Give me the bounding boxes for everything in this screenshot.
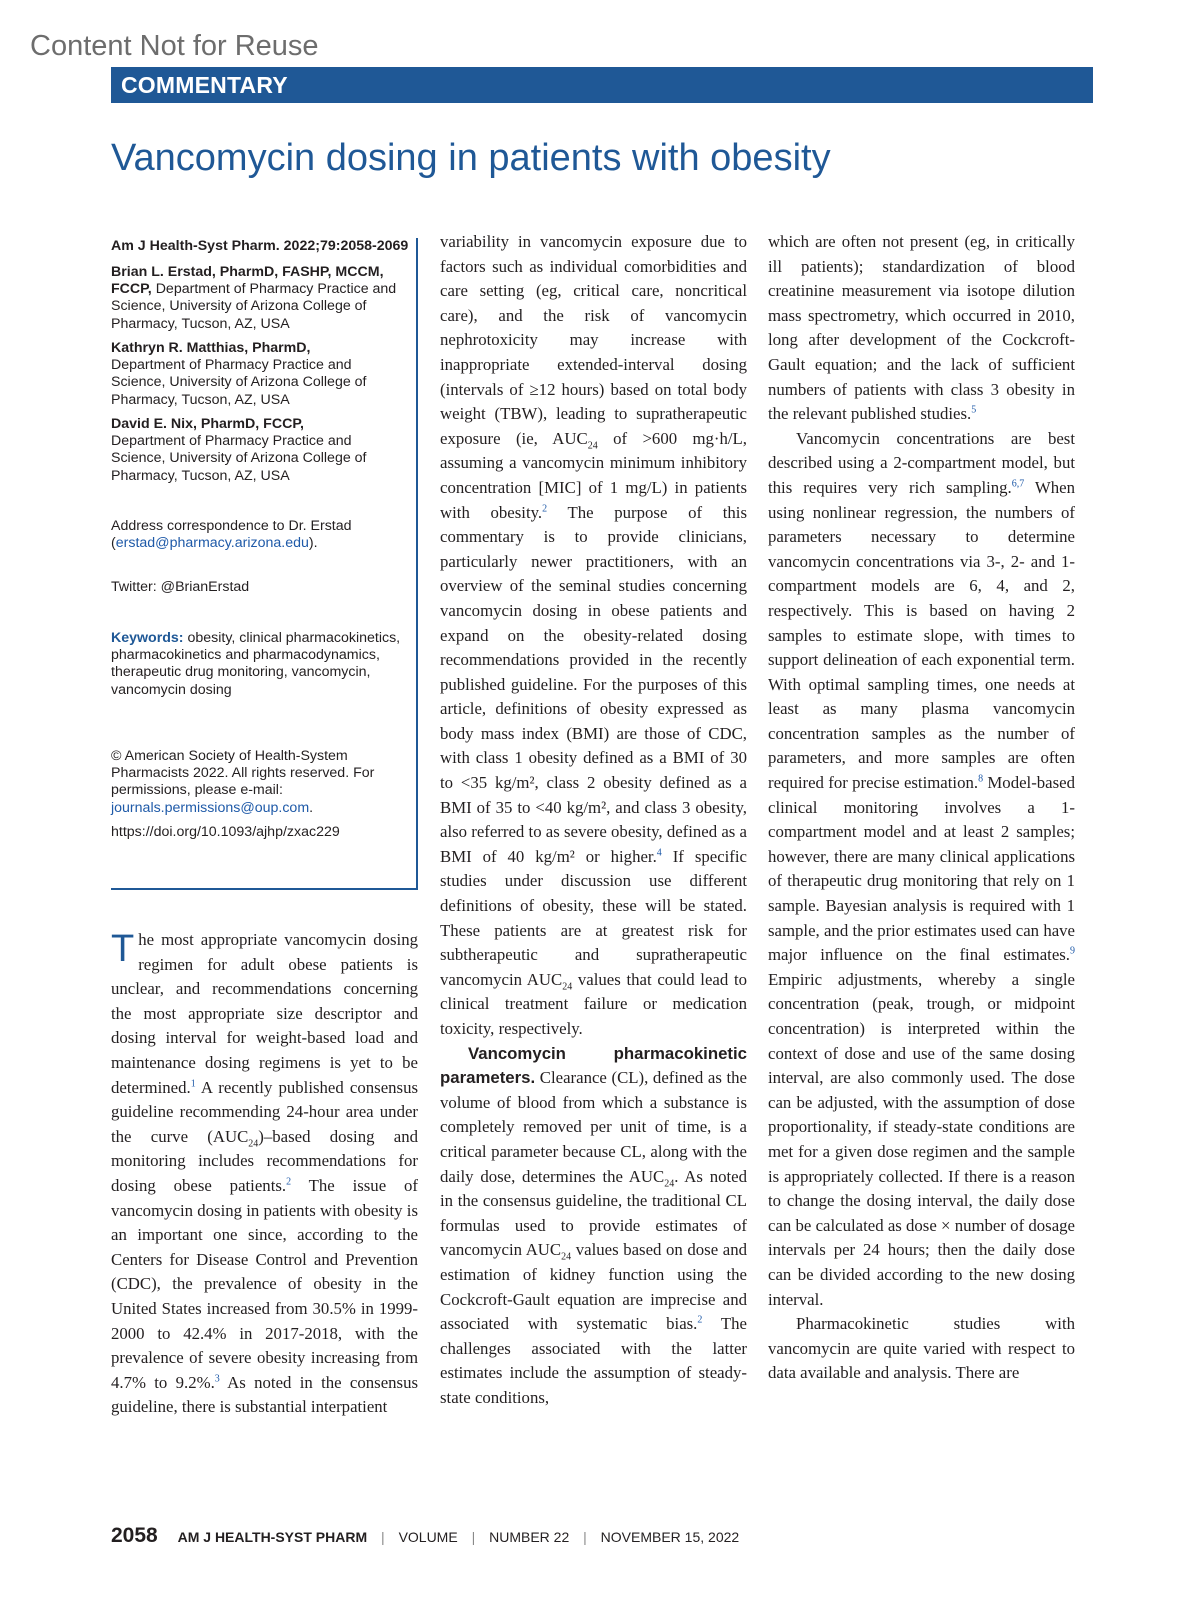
- section-heading: Vancomycin pharmacokinetic parameters.: [440, 1043, 747, 1088]
- author-block: [111, 264, 409, 333]
- body-text: )–based dosing and monitoring includes recommendations for dosing obese patients.: [111, 1126, 418, 1195]
- subscript: 24: [562, 981, 573, 993]
- body-text: values that could lead to clinical treatment failure or medication toxicity, respectively.: [440, 969, 748, 1038]
- reference-link[interactable]: 1: [190, 1077, 196, 1089]
- subscript: 24: [664, 1177, 675, 1189]
- body-text: When using nonlinear regression, the numbers of parameters necessary to determine vancomycin concentrations via 3-, 2- and 1-compartment models are 6, 4, and 2, respectively. This is based on having 2 samples to estimate slope, with times to support delineation of each exponential term. With optimal sampling times, one needs at least as many plasma vancomycin concentration samples as the number of parameters, and more samples are often required for precise estimation.: [768, 477, 1075, 793]
- body-text: values based on dose and estimation of kidney function using the Cockcroft-Gault equation are imprecise and associated with systematic bias.: [440, 1240, 747, 1334]
- body-column-2: [440, 230, 747, 1411]
- reference-link[interactable]: 8: [978, 773, 984, 785]
- citation: Am J Health-Syst Pharm. 2022;79:2058-2069: [111, 238, 409, 254]
- body-column-1: [111, 928, 418, 1420]
- body-text: variability in vancomycin exposure due to factors such as individual comorbidities and care setting (eg, critical care, noncritical care), and the risk of vancomycin nephrotoxicity may increase with inappropriate extended-interval dosing (intervals of ≥12 hours) based on total body weight (TBW), leading to supratherapeutic exposure (ie, AUC: [440, 232, 747, 448]
- drop-cap: T: [111, 928, 135, 970]
- body-text: Clearance (CL), defined as the volume of blood from which a substance is completely removed per unit of time, is a critical parameter because CL, along with the daily dose, determines the AUC: [440, 1068, 747, 1186]
- footer-separator: |: [471, 1529, 476, 1545]
- body-paragraph: [440, 1042, 747, 1411]
- body-paragraph: [440, 230, 747, 1042]
- correspondence: [111, 518, 409, 552]
- author-name: Brian L. Erstad, PharmD, FASHP, MCCM, FCCP,: [111, 264, 384, 298]
- subscript: 24: [561, 1251, 572, 1263]
- issue-date: NOVEMBER 15, 2022: [600, 1529, 740, 1545]
- permissions-text-end: .: [309, 799, 314, 816]
- doi-link[interactable]: https://doi.org/10.1093/ajhp/zxac229: [111, 824, 340, 840]
- author-affiliation: Department of Pharmacy Practice and Science, University of Arizona College of Pharmacy, Tucson, AZ, USA: [111, 281, 397, 332]
- twitter-handle: Twitter: @BrianErstad: [111, 579, 250, 595]
- body-text: As noted in the consensus guideline, there is substantial interpatient: [111, 1372, 418, 1417]
- author-block: [111, 416, 409, 485]
- article-title: Vancomycin dosing in patients with obesity: [111, 137, 831, 179]
- permissions-text: For permissions, please e-mail:: [111, 765, 375, 799]
- reference-link[interactable]: 4: [656, 847, 662, 859]
- subscript: 24: [587, 440, 598, 452]
- page-number: 2058: [111, 1524, 158, 1547]
- body-text: Vancomycin concentrations are best described using a 2-compartment model, but this requires very rich sampling.: [768, 428, 1075, 497]
- body-text: A recently published consensus guideline recommending 24-hour area under the curve (AUC: [111, 1077, 418, 1146]
- body-text: If specific studies under discussion use different definitions of obesity, these will be stated. These patients are at greatest risk for subtherapeutic and supratherapeutic vancomycin AUC: [440, 846, 748, 989]
- correspondence-text: Address correspondence to Dr. Erstad (: [111, 518, 352, 552]
- correspondence-email-link[interactable]: erstad@pharmacy.arizona.edu: [115, 535, 309, 552]
- body-text: which are often not present (eg, in critically ill patients); standardization of blood creatinine measurement via isotope dilution mass spectrometry, which occurred in 2010, long after development of the Cockcroft-Gault equation; and the lack of sufficient numbers of patients with class 3 obesity in the relevant published studies.: [768, 232, 1075, 424]
- body-text: The challenges associated with the latter estimates include the assumption of steady-state conditions,: [440, 1314, 747, 1407]
- body-paragraph: [768, 427, 1075, 1312]
- reference-link[interactable]: 2: [697, 1314, 703, 1326]
- body-text: The issue of vancomycin dosing in patients with obesity is an important one since, according to the Centers for Disease Control and Prevention (CDC), the prevalence of obesity in the United States increased from 30.5% in 1999-2000 to 42.4% in 2017-2018, with the prevalence of severe obesity increasing from 4.7% to 9.2%.: [111, 1175, 418, 1392]
- reference-link[interactable]: 2: [286, 1176, 292, 1188]
- reference-link[interactable]: 6,7: [1011, 478, 1025, 490]
- body-text: he most appropriate vancomycin dosing regimen for adult obese patients is unclear, and recommendations concerning the most appropriate size descriptor and dosing interval for weight-based load and maintenance dosing regimens is yet to be determined.: [111, 930, 418, 1097]
- reference-link[interactable]: 5: [971, 404, 977, 416]
- reference-link[interactable]: 3: [214, 1373, 220, 1385]
- author-affiliation: Department of Pharmacy Practice and Science, University of Arizona College of Pharmacy, Tucson, AZ, USA: [111, 357, 367, 408]
- correspondence-text-end: ).: [308, 535, 318, 552]
- subscript: 24: [248, 1138, 259, 1150]
- author-block: [111, 340, 409, 409]
- footer-separator: |: [381, 1529, 385, 1545]
- body-text: . As noted in the consensus guideline, the traditional CL formulas used to provide estimates of vancomycin AUC: [440, 1166, 748, 1260]
- keywords-label: Keywords:: [111, 630, 184, 646]
- reference-link[interactable]: 9: [1070, 945, 1075, 957]
- section-banner: [111, 67, 1093, 103]
- body-text: Pharmacokinetic studies with vancomycin are quite varied with respect to data available and analysis. There are: [768, 1314, 1075, 1383]
- section-banner-label: COMMENTARY: [121, 72, 288, 98]
- reference-link[interactable]: 2: [542, 502, 548, 514]
- keywords-list: obesity, clinical pharmacokinetics, pharmacokinetics and pharmacodynamics, therapeutic drug monitoring, vancomycin, vancomycin dosing: [111, 630, 401, 698]
- author-name: Kathryn R. Matthias, PharmD,: [111, 340, 311, 356]
- body-text: Model-based clinical monitoring involves a 1-compartment model and at least 2 samples; however, there are many clinical applications of therapeutic drug monitoring that rely on 1 sample. Bayesian analysis is required with 1 sample, and the prior estimates used can have major influence on the final estimates.: [768, 773, 1075, 965]
- body-column-3: [768, 230, 1075, 1386]
- author-name: David E. Nix, PharmD, FCCP,: [111, 416, 304, 432]
- body-text: The purpose of this commentary is to provide clinicians, particularly newer practitioners, with an overview of the seminal studies concerning vancomycin dosing in obese patients and expand on the obesity-related dosing recommendations provided in the recently published guideline. For the purposes of this article, definitions of obesity expressed as body mass index (BMI) are those of CDC, with class 1 obesity defined as a BMI of 30 to <35 kg/m², class 2 obesity defined as a BMI of 35 to <40 kg/m², and class 3 obesity, also referred to as severe obesity, defined as a BMI of 40 kg/m² or higher.: [440, 502, 747, 866]
- body-paragraph: [111, 928, 418, 1420]
- keywords: [111, 630, 409, 699]
- body-paragraph: [768, 230, 1075, 427]
- article-info-sidebar: [111, 238, 418, 890]
- body-text: of >600 mg·h/L, assuming a vancomycin minimum inhibitory concentration [MIC] of 1 mg/L) in patients with obesity.: [440, 428, 748, 522]
- body-text: Empiric adjustments, whereby a single concentration (peak, trough, or midpoint concentration) is interpreted within the context of dose and use of the same dosing interval, are also commonly used. The dose can be adjusted, with the assumption of dose proportionality, if steady-state conditions are met for a given dose regimen and the sample is appropriately collected. If there is a reason to change the dosing interval, the daily dose can be calculated as dose × number of dosage intervals per 24 hours; then the daily dose can be divided according to the new dosing interval.: [768, 969, 1075, 1309]
- watermark: Content Not for Reuse: [30, 30, 319, 62]
- footer-separator: |: [583, 1529, 587, 1545]
- issue-number: NUMBER 22: [489, 1529, 570, 1545]
- page-footer: [111, 1524, 739, 1548]
- author-affiliation: Department of Pharmacy Practice and Science, University of Arizona College of Pharmacy, Tucson, AZ, USA: [111, 433, 367, 484]
- journal-name: AM J HEALTH-SYST PHARM: [177, 1529, 368, 1545]
- copyright: [111, 748, 409, 817]
- body-paragraph: [768, 1312, 1075, 1386]
- copyright-text: © American Society of Health-System Pharmacists 2022. All rights reserved.: [111, 748, 350, 782]
- volume: VOLUME: [398, 1529, 458, 1545]
- permissions-email-link[interactable]: journals.permissions@oup.com: [111, 799, 310, 816]
